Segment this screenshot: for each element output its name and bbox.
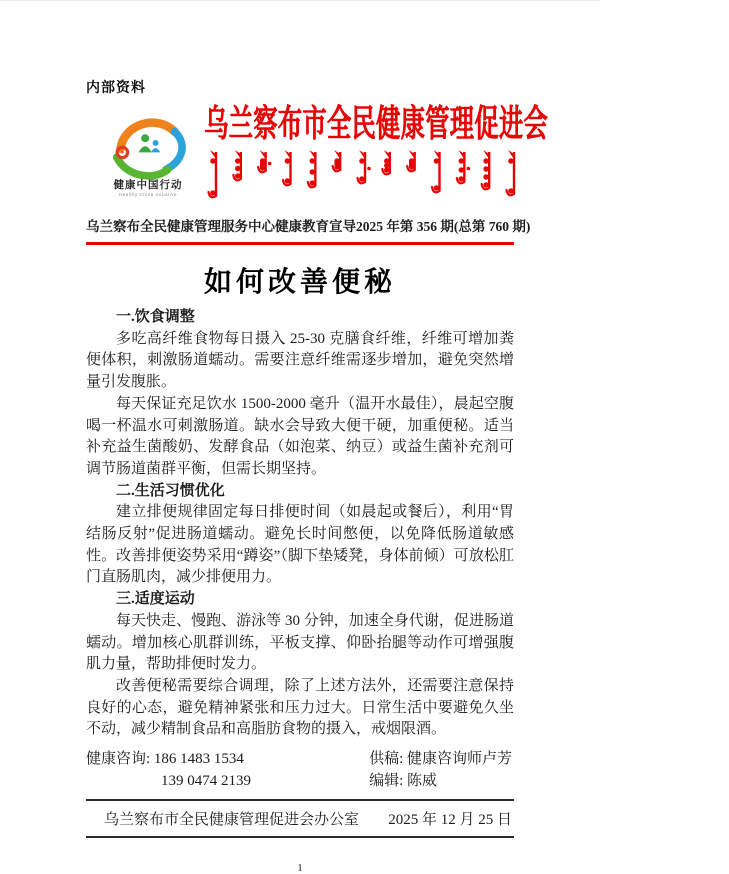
page-number: 1: [297, 862, 303, 874]
footer-row: [86, 801, 514, 836]
article-body: [86, 307, 514, 741]
body-paragraph: 每天保证充足饮水 1500-2000 毫升（温开水最佳），晨起空腹喝一杯温水可刺激肠道。缺水会导致大便干硬，加重便秘。适当补充益生菌酸奶、发酵食品（如泡菜、纳豆）或益生菌补充剂可调节肠道菌群平衡，但需长期坚持。: [86, 395, 514, 477]
body-paragraph: 建立排便规律固定每日排便时间（如晨起或餐后），利用“胃结肠反射”促进肠道蠕动。避免长时间憋便，以免降低肠道敏感性。改善排便姿势采用“蹲姿”（脚下垫矮凳，身体前倾）可放松肛门直肠肌肉，减少排便用力。: [86, 504, 514, 586]
organization-title: 乌兰察布市全民健康管理促进会: [204, 104, 548, 145]
section-heading-habits: 二.生活习惯优化: [116, 482, 225, 499]
healthy-china-logo-icon: [102, 105, 194, 179]
issue-line: [86, 215, 531, 245]
contact-phone-line1: [86, 748, 251, 770]
editor-name: 陈威: [406, 773, 437, 790]
issue-line-right: 2025 年第 356 期(总第 760 期): [356, 219, 531, 234]
article-title: 如何改善便秘: [203, 267, 396, 298]
mongolian-script: [204, 149, 526, 205]
classification-label: 内部资料: [86, 79, 146, 95]
contact-label: 健康咨询:: [86, 751, 151, 768]
editor-label: 编辑:: [369, 773, 404, 790]
contact-phone-2: 139 0474 2139: [161, 773, 251, 790]
contributor-label: 供稿:: [369, 751, 404, 768]
section-heading-exercise: 三.适度运动: [116, 591, 195, 608]
masthead-right: [198, 105, 729, 205]
body-paragraph: 改善便秘需要综合调理，除了上述方法外，还需要注意保持良好的心态，避免精神紧张和压力过大。日常生活中要避免久坐不动，减少精制食品和高脂肪食物的摄入，戒烟限酒。: [86, 677, 514, 738]
contact-credits: [369, 748, 514, 792]
issue-line-left: 乌兰察布全民健康管理服务中心健康教育宣导: [86, 219, 356, 234]
body-paragraph: 多吃高纤维食物每日摄入 25-30 克膳食纤维，纤维可增加粪便体积，刺激肠道蠕动。需要注意纤维需逐步增加，避免突然增量引发腹胀。: [86, 330, 514, 391]
footer-office: 乌兰察布市全民健康管理促进会办公室: [104, 812, 360, 829]
healthy-china-logo: [98, 105, 198, 197]
contact-phones: [86, 748, 251, 792]
editor-line: [369, 770, 512, 792]
masthead: [86, 104, 548, 215]
contributor-line: [369, 748, 512, 770]
logo-title: 健康中国行动: [113, 179, 183, 191]
footer-rule-bottom: [86, 836, 514, 838]
logo-subtitle: Healthy China Initiative: [118, 192, 178, 197]
contributor-name: 健康咨询师卢芳: [406, 751, 512, 768]
contact-block: [86, 748, 514, 792]
section-heading-diet: 一.饮食调整: [116, 309, 195, 325]
contact-phone-1: 186 1483 1534: [153, 751, 244, 768]
footer-date: 2025 年 12 月 25 日: [388, 812, 512, 829]
body-paragraph: 每天快走、慢跑、游泳等 30 分钟，加速全身代谢，促进肠道蠕动。增加核心肌群训练，平板支撑、仰卧抬腿等动作可增强腹肌力量，帮助排便时发力。: [86, 612, 514, 673]
